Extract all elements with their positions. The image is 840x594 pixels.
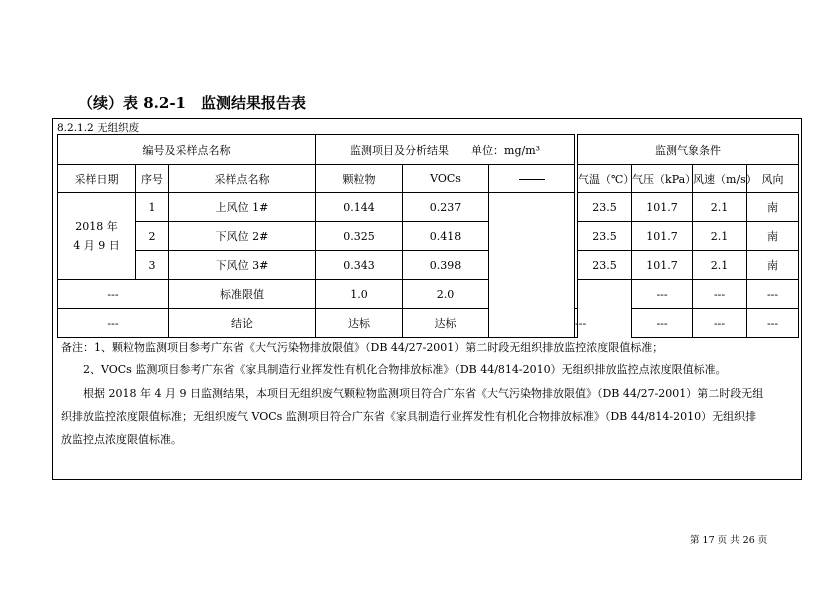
group-header-row xyxy=(58,135,799,165)
cell-temperature: 23.5 xyxy=(578,222,632,251)
cell-wind-direction: --- xyxy=(747,309,799,338)
table-row xyxy=(58,193,799,222)
conclusion-line: 织排放监控浓度限值标准；无组织废气 VOCs 监测项目符合广东省《家具制造行业挥发性有机化合物排放标准》（DB 44/814-2010）无组织排 xyxy=(61,410,757,423)
note-line: 备注：1、颗粒物监测项目参考广东省《大气污染物排放限值》（DB 44/27-2001）第二时段无组织排放监控浓度限值标准； xyxy=(61,341,664,354)
col-particulate: 颗粒物 xyxy=(316,165,403,193)
cell-vocs: 0.398 xyxy=(403,251,489,280)
cell-particulate: 0.325 xyxy=(316,222,403,251)
header-weather-group: 监测气象条件 xyxy=(578,135,799,165)
cell-temperature: 23.5 xyxy=(578,251,632,280)
cell-vocs: 2.0 xyxy=(403,280,489,309)
cell-temperature: 23.5 xyxy=(578,193,632,222)
monitoring-results-table xyxy=(57,134,799,338)
cell-particulate: 1.0 xyxy=(316,280,403,309)
col-dash xyxy=(489,165,575,193)
cell-particulate: 0.144 xyxy=(316,193,403,222)
table-row xyxy=(58,222,799,251)
date-line-day: 4 月 9 日 xyxy=(73,239,120,252)
date-line-year: 2018 年 xyxy=(75,220,118,233)
cell-label: 结论 xyxy=(169,309,316,338)
cell-vocs: 0.418 xyxy=(403,222,489,251)
cell-pressure: 101.7 xyxy=(632,193,693,222)
col-temperature: 气温（℃） xyxy=(578,165,632,193)
table-title: （续）表 8.2-1 监测结果报告表 xyxy=(78,94,306,112)
cell-seq: 1 xyxy=(136,193,169,222)
cell-wind-direction: 南 xyxy=(747,222,799,251)
header-analysis-group xyxy=(316,135,575,165)
header-sampling-point-group: 编号及采样点名称 xyxy=(58,135,316,165)
column-header-row xyxy=(58,165,799,193)
section-subtitle: 8.2.1.2 无组织废 xyxy=(57,122,140,134)
col-pressure: 气压（kPa） xyxy=(632,165,693,193)
cell-particulate: 达标 xyxy=(316,309,403,338)
note-line: 2、VOCs 监测项目参考广东省《家具制造行业挥发性有机化合物排放标准》（DB 44/814-2010）无组织排放监控点浓度限值标准。 xyxy=(83,363,727,376)
cell-pressure: --- xyxy=(693,280,747,309)
sampling-date-cell xyxy=(58,193,136,280)
cell-wind-speed: 2.1 xyxy=(693,222,747,251)
col-wind-direction: 风向 xyxy=(747,165,799,193)
cell-label: 标准限值 xyxy=(169,280,316,309)
cell-wind-direction: 南 xyxy=(747,251,799,280)
cell-point: 下风位 3# xyxy=(169,251,316,280)
cell-particulate: 0.343 xyxy=(316,251,403,280)
cell-vocs: 达标 xyxy=(403,309,489,338)
cell-temperature: --- xyxy=(632,280,693,309)
table-row xyxy=(58,251,799,280)
dash-line xyxy=(519,179,545,180)
col-seq: 序号 xyxy=(136,165,169,193)
standard-limit-row xyxy=(58,280,799,309)
header-unit-label: 单位：mg/m³ xyxy=(471,143,541,157)
cell-point: 上风位 1# xyxy=(169,193,316,222)
col-vocs: VOCs xyxy=(403,165,489,193)
cell-code: --- xyxy=(58,280,169,309)
conclusion-line: 放监控点浓度限值标准。 xyxy=(61,433,182,446)
cell-pressure: --- xyxy=(632,309,693,338)
cell-code: --- xyxy=(58,309,169,338)
empty-column xyxy=(489,193,575,338)
col-sampling-date: 采样日期 xyxy=(58,165,136,193)
cell-seq: 3 xyxy=(136,251,169,280)
cell-pressure: 101.7 xyxy=(632,222,693,251)
cell-vocs: 0.237 xyxy=(403,193,489,222)
cell-point: 下风位 2# xyxy=(169,222,316,251)
cell-wind-speed: 2.1 xyxy=(693,193,747,222)
notes-block xyxy=(61,337,798,381)
header-analysis-label: 监测项目及分析结果 xyxy=(350,143,450,157)
cell-pressure: 101.7 xyxy=(632,251,693,280)
page-number: 第 17 页 共 26 页 xyxy=(690,535,768,546)
conclusion-row xyxy=(58,309,799,338)
conclusion-line: 根据 2018 年 4 月 9 日监测结果，本项目无组织废气颗粒物监测项目符合广东省《大气污染物排放限值》（DB 44/27-2001）第二时段无组 xyxy=(83,387,764,400)
col-sampling-point: 采样点名称 xyxy=(169,165,316,193)
conclusion-paragraph xyxy=(61,382,798,451)
cell-wind-speed: 2.1 xyxy=(693,251,747,280)
cell-temperature: --- xyxy=(575,309,578,338)
col-wind-speed: 风速（m/s） xyxy=(693,165,747,193)
cell-seq: 2 xyxy=(136,222,169,251)
cell-wind-speed: --- xyxy=(747,280,799,309)
cell-wind-direction: 南 xyxy=(747,193,799,222)
cell-wind-speed: --- xyxy=(693,309,747,338)
